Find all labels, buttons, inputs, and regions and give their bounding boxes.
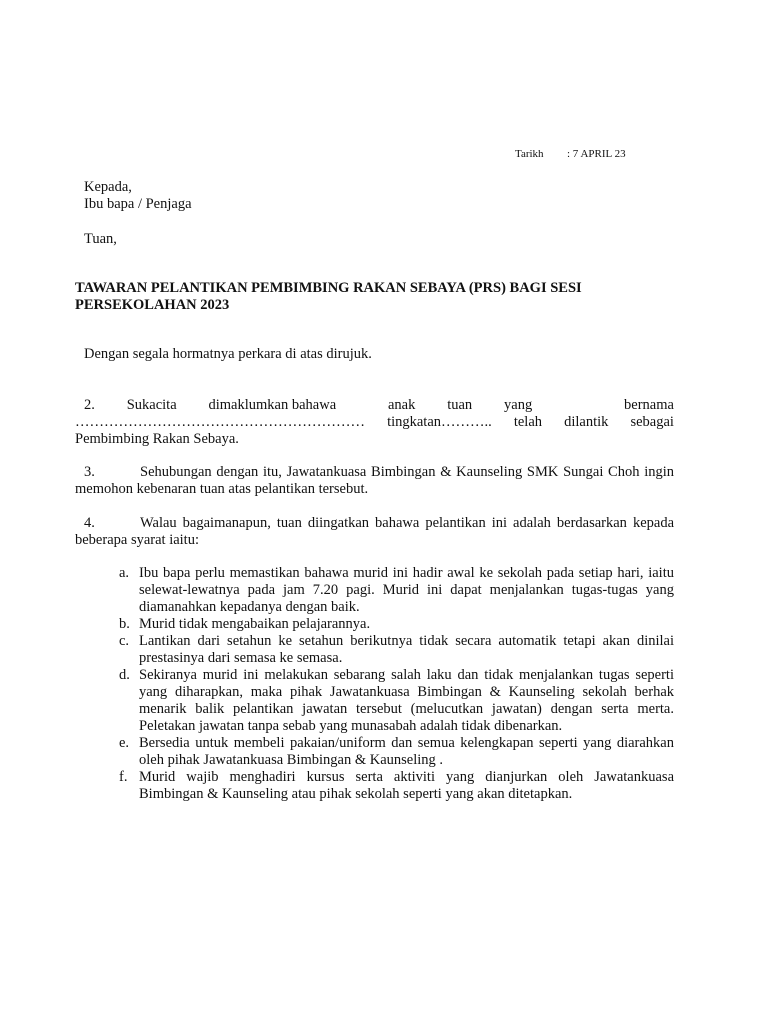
- paragraph-number: 4.: [84, 515, 95, 531]
- p2-word: bernama: [624, 397, 674, 413]
- date-label: Tarikh: [515, 148, 544, 160]
- list-item: [119, 769, 674, 803]
- p2-word: telah: [513, 414, 543, 430]
- date-line: [515, 148, 626, 160]
- list-item-text: Lantikan dari setahun ke setahun berikutnya tidak secara automatik tetapi akan dinilai prestasinya dari semasa ke semasa.: [139, 633, 674, 666]
- subject-line-2: PERSEKOLAHAN 2023: [75, 297, 230, 313]
- list-marker: f.: [119, 769, 128, 785]
- list-item-text: Bersedia untuk membeli pakaian/uniform dan semua kelengkapan seperti yang diarahkan oleh pihak Jawatankuasa Bimbingan & Kaunseling .: [139, 735, 674, 768]
- paragraph-2-line-2: [75, 414, 674, 431]
- p2-word: yang: [504, 397, 533, 413]
- subject-heading: [75, 280, 675, 314]
- paragraph-2-line-1: [75, 397, 674, 414]
- salutation: Tuan,: [84, 231, 117, 247]
- list-item: [119, 735, 674, 769]
- p2-word: dilantik: [564, 414, 609, 430]
- p2-word: dimaklumkan bahawa: [208, 397, 337, 413]
- list-marker: a.: [119, 565, 130, 581]
- recipient-line-2: Ibu bapa / Penjaga: [84, 196, 192, 212]
- p2-word: tingkatan………..: [387, 414, 492, 430]
- list-marker: e.: [119, 735, 130, 751]
- name-blank: ……………………………………………………: [75, 414, 365, 430]
- p2-word: tuan: [447, 397, 473, 413]
- list-item-text: Murid wajib menghadiri kursus serta aktiviti yang dianjurkan oleh Jawatankuasa Bimbingan & Kaunseling atau pihak sekolah seperti yang akan ditetapkan.: [139, 769, 674, 802]
- p2-word: Sukacita: [126, 397, 177, 413]
- list-item: [119, 667, 674, 735]
- list-marker: c.: [119, 633, 130, 649]
- paragraph-4: [75, 515, 674, 549]
- list-item: [119, 633, 674, 667]
- paragraph-4-text: Walau bagaimanapun, tuan diingatkan bahawa pelantikan ini adalah berdasarkan kepada beberapa syarat iaitu:: [75, 515, 674, 548]
- list-item-text: Ibu bapa perlu memastikan bahawa murid ini hadir awal ke sekolah pada setiap hari, iaitu selewat-lewatnya pada jam 7.20 pagi. Murid ini dapat menjalankan tugas-tugas yang diamanahkan kepadanya dengan baik.: [139, 565, 674, 615]
- opening-sentence: Dengan segala hormatnya perkara di atas dirujuk.: [84, 346, 372, 362]
- list-item-text: Sekiranya murid ini melakukan sebarang salah laku dan tidak menjalankan tugas seperti yang diharapkan, maka pihak Jawatankuasa Bimbingan & Kaunseling sekolah berhak menarik balik pelantikan jawatan tersebut (melucutkan jawatan) dengan serta merta. Peletakan jawatan tanpa sebab yang munasabah adalah tidak dibenarkan.: [139, 667, 674, 734]
- list-item: [119, 616, 674, 633]
- paragraph-3: [75, 464, 674, 498]
- list-item-text: Murid tidak mengabaikan pelajarannya.: [139, 616, 371, 632]
- paragraph-number: 2.: [84, 397, 95, 413]
- list-marker: b.: [119, 616, 130, 632]
- paragraph-3-text: Sehubungan dengan itu, Jawatankuasa Bimbingan & Kaunseling SMK Sungai Choh ingin memohon kebenaran tuan atas pelantikan tersebut.: [75, 464, 674, 497]
- paragraph-2: [75, 397, 674, 448]
- recipient-block: [84, 179, 192, 213]
- subject-line-1: TAWARAN PELANTIKAN PEMBIMBING RAKAN SEBAYA (PRS) BAGI SESI: [75, 280, 582, 296]
- conditions-list: [119, 565, 674, 803]
- date-value: : 7 APRIL 23: [567, 148, 626, 160]
- p2-word: anak: [387, 397, 416, 413]
- list-marker: d.: [119, 667, 130, 683]
- recipient-line-1: Kepada,: [84, 179, 132, 195]
- p2-word: sebagai: [630, 414, 674, 430]
- list-item: [119, 565, 674, 616]
- paragraph-number: 3.: [84, 464, 95, 480]
- paragraph-2-line-3: Pembimbing Rakan Sebaya.: [75, 431, 239, 447]
